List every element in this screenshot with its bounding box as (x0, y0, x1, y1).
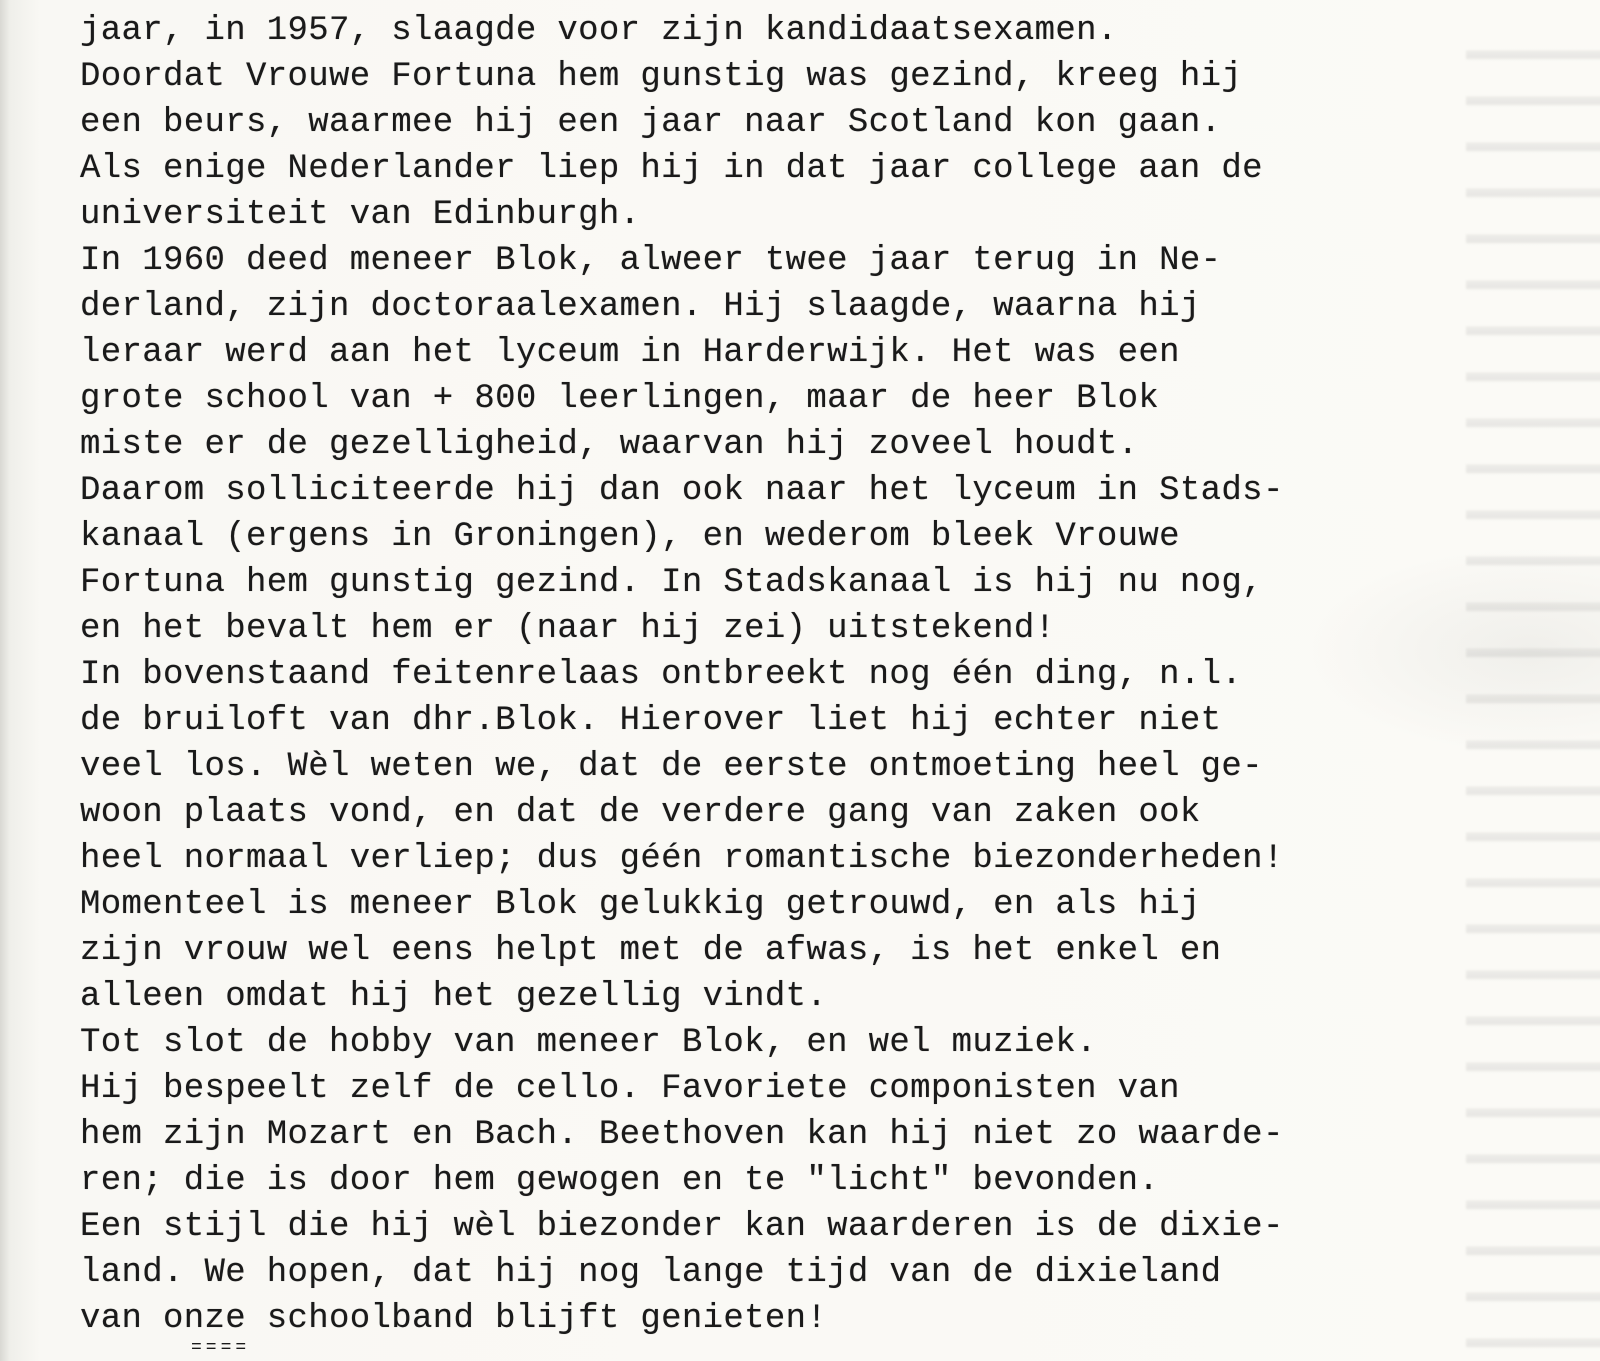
text-line: ren; die is door hem gewogen en te "licht" bevonden. (80, 1162, 1160, 1200)
text-line: Daarom solliciteerde hij dan ook naar het lyceum in Stads- (80, 472, 1284, 510)
text-line: kanaal (ergens in Groningen), en wederom bleek Vrouwe (80, 518, 1180, 556)
text-line: derland, zijn doctoraalexamen. Hij slaagde, waarna hij (80, 288, 1201, 326)
text-line: alleen omdat hij het gezellig vindt. (80, 978, 828, 1016)
text-line: Momenteel is meneer Blok gelukkig getrouwd, en als hij (80, 886, 1201, 924)
text-line: universiteit van Edinburgh. (80, 196, 641, 234)
typewritten-text-block (80, 8, 1500, 1342)
text-line: woon plaats vond, en dat de verdere gang van zaken ook (80, 794, 1201, 832)
text-line: land. We hopen, dat hij nog lange tijd van de dixieland (80, 1254, 1222, 1292)
text-line: heel normaal verliep; dus géén romantische biezonderheden! (80, 840, 1284, 878)
text-line: de bruiloft van dhr.Blok. Hierover liet hij echter niet (80, 702, 1222, 740)
text-line: In bovenstaand feitenrelaas ontbreekt nog één ding, n.l. (80, 656, 1243, 694)
text-line: hem zijn Mozart en Bach. Beethoven kan hij niet zo waarde- (80, 1116, 1284, 1154)
text-line: Fortuna hem gunstig gezind. In Stadskanaal is hij nu nog, (80, 564, 1263, 602)
text-line: jaar, in 1957, slaagde voor zijn kandidaatsexamen. (80, 12, 1118, 50)
text-line: Als enige Nederlander liep hij in dat jaar college aan de (80, 150, 1263, 188)
text-line: zijn vrouw wel eens helpt met de afwas, is het enkel en (80, 932, 1222, 970)
emphasis-underline-marks: ==== (191, 1338, 251, 1358)
text-line: en het bevalt hem er (naar hij zei) uitstekend! (80, 610, 1056, 648)
text-line: leraar werd aan het lyceum in Harderwijk. Het was een (80, 334, 1180, 372)
text-line: Een stijl die hij wèl biezonder kan waarderen is de dixie- (80, 1208, 1284, 1246)
text-line: In 1960 deed meneer Blok, alweer twee jaar terug in Ne- (80, 242, 1222, 280)
text-line: Doordat Vrouwe Fortuna hem gunstig was gezind, kreeg hij (80, 58, 1243, 96)
text-line: grote school van + 800 leerlingen, maar de heer Blok (80, 380, 1160, 418)
text-line: van onze schoolband blijft genieten! (80, 1300, 828, 1338)
text-line: Tot slot de hobby van meneer Blok, en wel muziek. (80, 1024, 1097, 1062)
text-line: Hij bespeelt zelf de cello. Favoriete componisten van (80, 1070, 1180, 1108)
text-line: miste er de gezelligheid, waarvan hij zoveel houdt. (80, 426, 1139, 464)
text-line: een beurs, waarmee hij een jaar naar Scotland kon gaan. (80, 104, 1222, 142)
text-line: veel los. Wèl weten we, dat de eerste ontmoeting heel ge- (80, 748, 1263, 786)
